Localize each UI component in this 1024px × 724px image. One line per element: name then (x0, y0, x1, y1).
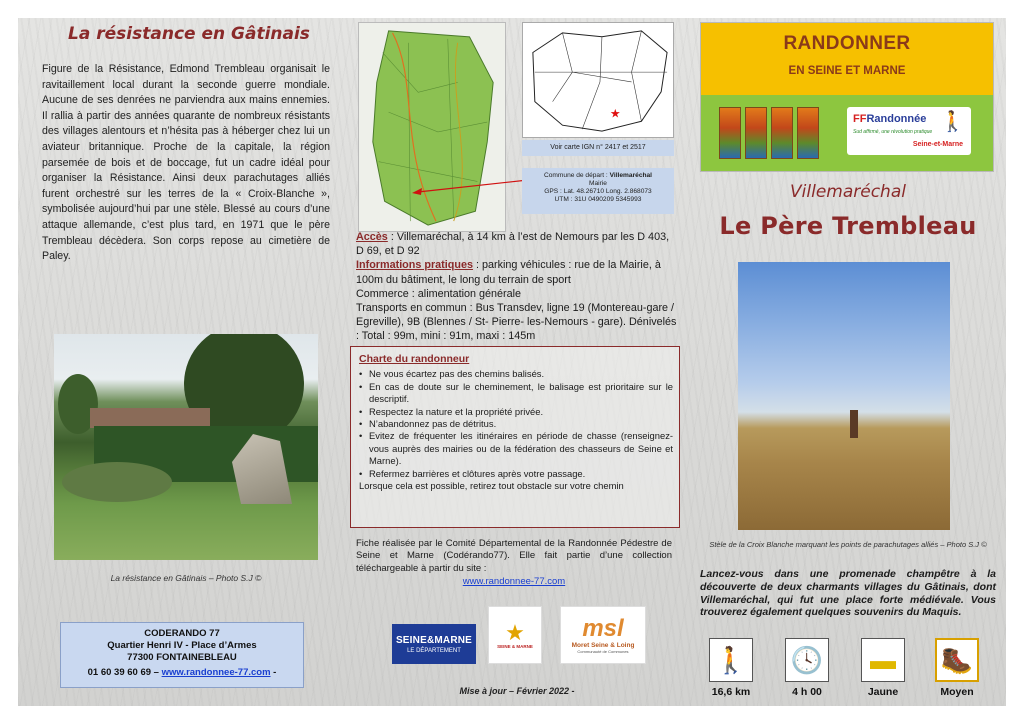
brochure-sheet (18, 18, 1006, 706)
banner-title: RANDONNER (783, 33, 911, 54)
start-utm: UTM : 31U 0490209 5345993 (554, 196, 642, 203)
ffrandonnee-logo (847, 107, 971, 155)
charter-item: • En cas de doute sur le cheminement, le balisage est prioritaire sur le descriptif. (359, 381, 673, 406)
seine-et-marne-tourism-logo (488, 606, 542, 664)
difficulty-value: Moyen (940, 686, 974, 698)
access-text: : Villemaréchal, à 14 km à l’est de Nemours par les D 403, D 69, et D 92 (356, 231, 670, 258)
seine-et-marne-department-logo (392, 624, 476, 664)
marking-value: Jaune (867, 686, 899, 698)
duration-stat (776, 638, 838, 698)
access-line (356, 230, 678, 258)
start-mairie: Mairie (589, 180, 607, 187)
ffr-name (853, 113, 926, 125)
start-info-box (522, 168, 674, 214)
randonner-banner (700, 22, 994, 172)
msl-logo-mark: msl (582, 615, 624, 642)
charter-item: • Refermez barrières et clôtures après votre passage. (359, 468, 673, 480)
guidebook-icon (797, 107, 819, 159)
contact-phone: 01 60 39 60 69 – (87, 667, 159, 678)
dep-logo-name: SEINE&MARNE (395, 634, 473, 646)
star-icon: ★ (505, 619, 525, 645)
start-town: Villemaréchal (609, 172, 653, 179)
town-subtitle: Villemaréchal (790, 182, 906, 202)
difficulty-stat (926, 638, 988, 698)
ffr-name-prefix: FF (853, 113, 867, 125)
practical-label: Informations pratiques (356, 259, 473, 272)
middle-panel (350, 18, 680, 706)
ign-map-note: Voir carte IGN n° 2417 et 2517 (522, 140, 674, 156)
ffr-dept: Seine-et-Marne (912, 141, 963, 148)
right-panel (690, 18, 1006, 706)
boots-icon: 🥾 (935, 638, 979, 682)
guidebook-icon (745, 107, 767, 159)
duration-value: 4 h 00 (792, 686, 822, 698)
ffr-slogan: Sud affirmé, une révolution pratique (853, 129, 933, 135)
contact-website-link[interactable]: www.randonnee-77.com (161, 667, 271, 678)
contact-box (60, 622, 304, 688)
msl-logo-sub: Communauté de Communes (577, 649, 629, 654)
contact-suffix: - (270, 667, 277, 678)
contact-city: 77300 FONTAINEBLEAU (127, 652, 237, 663)
page-title: Le Père Trembleau (719, 212, 977, 240)
contact-phone-line (61, 667, 303, 679)
clock-icon: 🕓 (785, 638, 829, 682)
contact-org: CODERANDO 77 (144, 628, 220, 639)
region-map (522, 22, 674, 138)
walk-intro: Lancez-vous dans une promenade champêtre à la découverte de deux charmants villages du Gâtinais, dont Villemaréchal, qui fut une place forte médiévale. Vous trouverez également quelques souvenirs du Maquis. (700, 568, 996, 619)
stele-shape (850, 410, 858, 438)
update-date: Mise à jour – Février 2022 - (459, 686, 575, 696)
resistance-text: Figure de la Résistance, Edmond Trembleau organisait le ravitaillement local durant la seconde guerre mondiale. Aucune de ses denrées ne parviendra aux mains ennemies. Il rallia à partir des années quarante de nombreux résistants des villages alentours et n’hésita pas à héberger chez lui un aviateur britannique. Proche de la capitale, la région parsemée de bois et de boccage, fut un cadre idéal pour organiser la Résistance. Ainsi deux parachutages alliés furent orchestré sur les terres de la « Croix-Blanche », symbolisée aujourd’hui par une stèle. Blessé au cours d’une attaque allemande, c’est plus tard, en 1971 que le père Trembleau décèdera. Son corps repose au cimetière de Paley. (42, 63, 330, 263)
charter-footer: Lorsque cela est possible, retirez tout obstacle sur votre chemin (359, 480, 624, 492)
charter-item: • Respectez la nature et la propriété privée. (359, 406, 673, 418)
guidebook-icon (719, 107, 741, 159)
fiche-website-link[interactable]: www.randonnee-77.com (462, 576, 566, 587)
resistance-photo (54, 334, 318, 560)
start-gps: GPS : Lat. 48.26710 Long. 2.868073 (544, 188, 652, 195)
moret-seine-loing-logo (560, 606, 646, 664)
resistance-title: La résistance en Gâtinais (68, 24, 310, 44)
marking-stat (852, 638, 914, 698)
stele-photo-caption: Stèle de la Croix Blanche marquant les points de parachutages alliés – Photo S.J © (709, 540, 987, 549)
fiche-credit: Fiche réalisée par le Comité Départemental de la Randonnée Pédestre de Seine et Marne (Codérando77). Elle fait partie d’une collection téléchargeable à partir du site : (356, 538, 672, 574)
yellow-marker-icon: ▬ (861, 638, 905, 682)
distance-value: 16,6 km (711, 686, 751, 698)
charter-item: • N’abandonnez pas de détritus. (359, 418, 673, 430)
practical-text: : parking véhicules : rue de la Mairie, à 100m du bâtiment, le long du terrain de sport (356, 259, 661, 286)
commerce-text: Commerce : alimentation générale (356, 287, 522, 300)
left-panel (18, 18, 340, 706)
charter-title: Charte du randonneur (359, 353, 470, 365)
banner-subtitle: EN SEINE ET MARNE (788, 65, 906, 77)
svg-text:★: ★ (609, 106, 621, 121)
map-pointer-arrow (410, 178, 530, 198)
msl-logo-name: Moret Seine & Loing (571, 642, 635, 649)
transport-text: Transports en commun : Bus Transdev, ligne 19 (Montereau-gare / Egreville), 9B (Blennes / St- Pierre- les-Nemours - gare). Dénivelés : Total : 99m, mini : 91m, maxi : 145m (356, 302, 677, 343)
resistance-photo-caption: La résistance en Gâtinais – Photo S.J © (110, 573, 262, 583)
charter-item: • Evitez de fréquenter les itinéraires en période de chasse (renseignez-vous auprès des mairies ou de la fédération des chasseurs de Seine et Marne). (359, 430, 673, 467)
dep-logo-sub: LE DÉPARTEMENT (407, 647, 461, 654)
hiker-charter-box (350, 346, 680, 528)
stele-photo (738, 262, 950, 530)
hiker-icon: 🚶 (709, 638, 753, 682)
access-info (356, 230, 678, 344)
contact-address: Quartier Henri IV - Place d’Armes (107, 640, 257, 651)
start-line (522, 172, 674, 180)
guidebook-icon (771, 107, 793, 159)
start-label: Commune de départ : (543, 172, 608, 179)
charter-list (359, 368, 673, 480)
department-map (358, 22, 506, 232)
walker-icon: 🚶 (940, 111, 965, 133)
sm-logo-text: SEINE & MARNE (497, 643, 533, 649)
access-label: Accès (356, 231, 388, 243)
ffr-name-main: Randonnée (866, 113, 927, 125)
practical-line (356, 258, 678, 286)
distance-stat (700, 638, 762, 698)
charter-item: • Ne vous écartez pas des chemins balisés. (359, 368, 673, 380)
